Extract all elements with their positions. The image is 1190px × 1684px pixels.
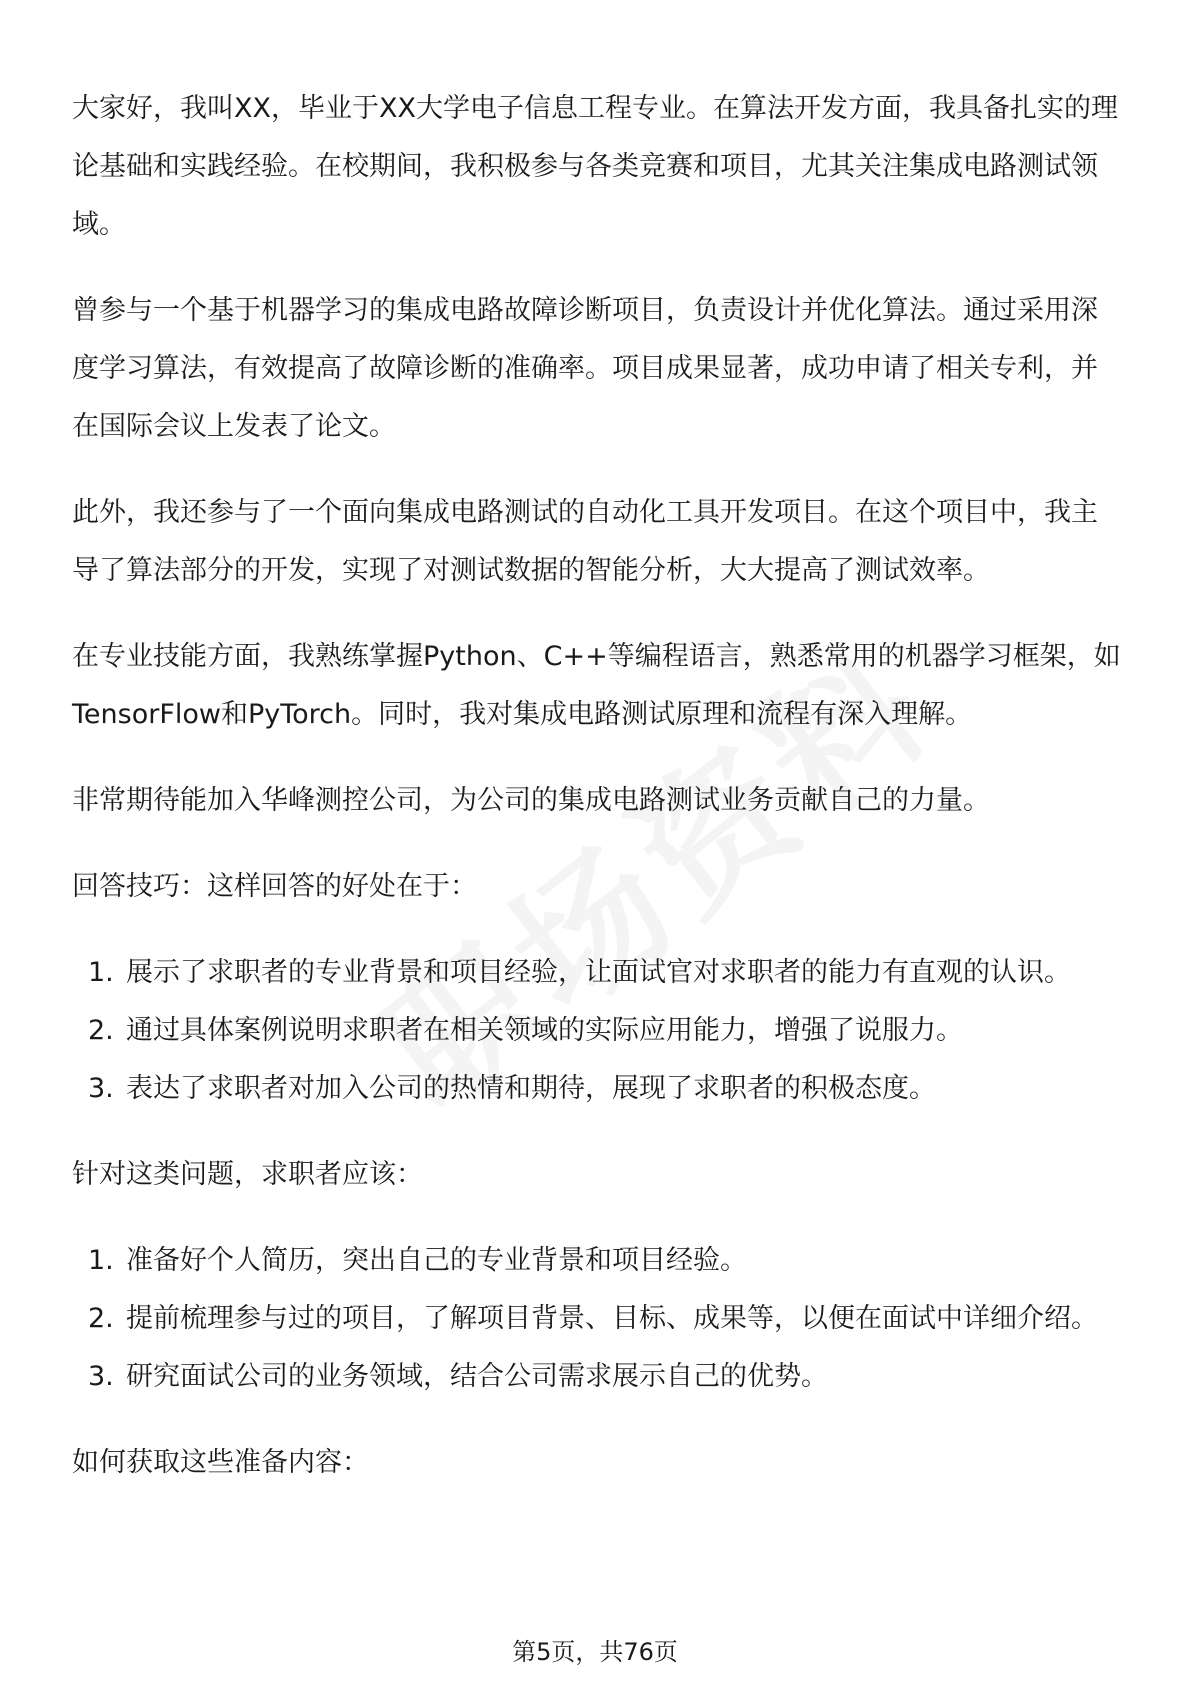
list-number: 1. <box>88 957 114 988</box>
document-body <box>72 80 1122 1520</box>
list-item-text: 研究面试公司的业务领域，结合公司需求展示自己的优势。 <box>126 1361 828 1392</box>
advice-list <box>72 1232 1122 1406</box>
list-item-text: 表达了求职者对加入公司的热情和期待，展现了求职者的积极态度。 <box>126 1073 936 1104</box>
list-item <box>72 1348 1122 1406</box>
list-item <box>72 1232 1122 1290</box>
list-item-text: 准备好个人简历，突出自己的专业背景和项目经验。 <box>126 1245 747 1276</box>
list-item-text: 提前梳理参与过的项目，了解项目背景、目标、成果等，以便在面试中详细介绍。 <box>126 1303 1098 1334</box>
advice-heading: 针对这类问题，求职者应该： <box>72 1159 423 1190</box>
tips-list <box>72 944 1122 1118</box>
list-item-text: 通过具体案例说明求职者在相关领域的实际应用能力，增强了说服力。 <box>126 1015 963 1046</box>
list-number: 2. <box>88 1015 114 1046</box>
page-number: 第5页，共76页 <box>512 1638 678 1666</box>
list-number: 3. <box>88 1361 114 1392</box>
list-item <box>72 944 1122 1002</box>
list-number: 3. <box>88 1073 114 1104</box>
paragraph-project-automation: 此外，我还参与了一个面向集成电路测试的自动化工具开发项目。在这个项目中，我主导了算法部分的开发，实现了对测试数据的智能分析，大大提高了测试效率。 <box>72 497 1098 586</box>
list-item-text: 展示了求职者的专业背景和项目经验，让面试官对求职者的能力有直观的认识。 <box>126 957 1071 988</box>
paragraph-skills: 在专业技能方面，我熟练掌握Python、C++等编程语言，熟悉常用的机器学习框架，如TensorFlow和PyTorch。同时，我对集成电路测试原理和流程有深入理解。 <box>72 641 1121 730</box>
list-number: 1. <box>88 1245 114 1276</box>
list-item <box>72 1002 1122 1060</box>
paragraph-project-ml: 曾参与一个基于机器学习的集成电路故障诊断项目，负责设计并优化算法。通过采用深度学习算法，有效提高了故障诊断的准确率。项目成果显著，成功申请了相关专利，并在国际会议上发表了论文。 <box>72 295 1098 442</box>
tips-heading: 回答技巧：这样回答的好处在于： <box>72 871 477 902</box>
list-item <box>72 1290 1122 1348</box>
list-item <box>72 1060 1122 1118</box>
paragraph-intro: 大家好，我叫XX，毕业于XX大学电子信息工程专业。在算法开发方面，我具备扎实的理论基础和实践经验。在校期间，我积极参与各类竞赛和项目，尤其关注集成电路测试领域。 <box>72 93 1118 240</box>
list-number: 2. <box>88 1303 114 1334</box>
prep-heading: 如何获取这些准备内容： <box>72 1447 369 1478</box>
paragraph-closing: 非常期待能加入华峰测控公司，为公司的集成电路测试业务贡献自己的力量。 <box>72 785 990 816</box>
